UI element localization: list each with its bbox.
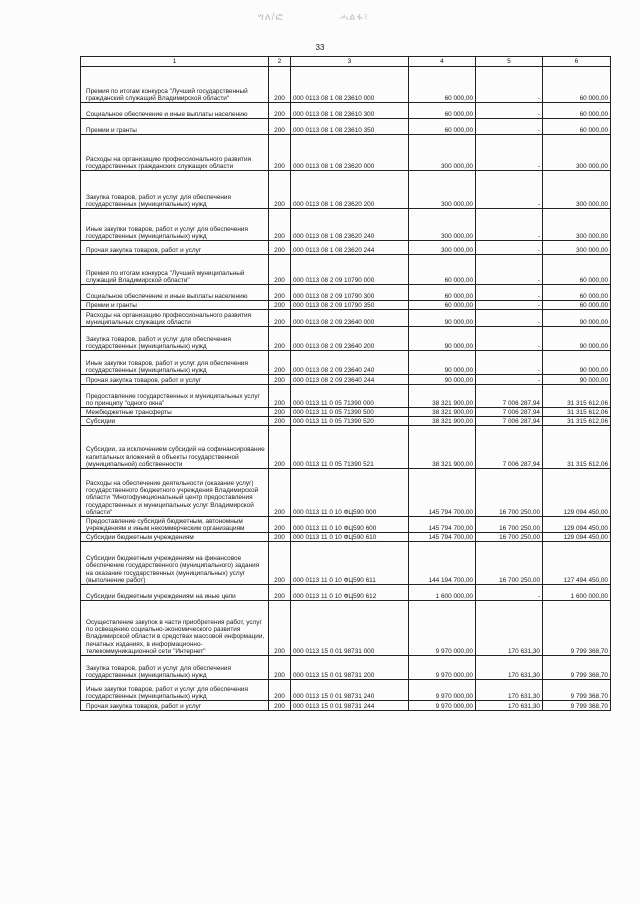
row-kbk-cell: 000 0113 11 0 10 ФЦ590 611 — [291, 542, 409, 585]
row-code-cell: 200 — [269, 171, 291, 209]
row-plan-cell: 9 970 000,00 — [409, 680, 476, 701]
table-row — [81, 601, 611, 656]
row-plan-cell: 38 321 900,00 — [409, 426, 476, 469]
row-kbk-cell: 000 0113 11 0 05 71390 500 — [291, 408, 409, 417]
row-exec-cell: - — [476, 327, 543, 351]
column-header: 1 — [81, 57, 269, 67]
row-plan-cell: 60 000,00 — [409, 301, 476, 310]
row-kbk-cell: 000 0113 11 0 10 ФЦ590 612 — [291, 585, 409, 601]
row-name-text: Премия по итогам конкурса "Лучший муниципальный служащий Владимирской области" — [86, 269, 245, 284]
row-kbk-cell: 000 0113 15 0 01 98731 200 — [291, 656, 409, 680]
row-plan-cell: 60 000,00 — [409, 255, 476, 285]
row-exec-cell: - — [476, 119, 543, 135]
row-exec-cell: 7 006 287,94 — [476, 426, 543, 469]
row-rest-cell: 31 315 612,06 — [543, 417, 611, 426]
row-rest-cell: 9 799 368,70 — [543, 601, 611, 656]
row-name-cell — [81, 209, 269, 241]
row-code-cell: 200 — [269, 680, 291, 701]
row-code-cell: 200 — [269, 301, 291, 310]
row-exec-cell: 170 631,30 — [476, 680, 543, 701]
row-name-text: Расходы на обеспечение деятельности (оказание услуг) государственного бюджетного учреждения Владимирской области "Многофункциональный центр предоставления государственных и муниципальных услуг Владимирской области" — [86, 479, 259, 516]
row-code-cell: 200 — [269, 385, 291, 408]
row-plan-cell: 60 000,00 — [409, 103, 476, 119]
row-kbk-cell: 000 0113 11 0 05 71390 520 — [291, 417, 409, 426]
row-code-cell: 200 — [269, 255, 291, 285]
row-plan-cell: 300 000,00 — [409, 135, 476, 171]
row-name-cell — [81, 103, 269, 119]
row-name-cell — [81, 469, 269, 517]
row-plan-cell: 145 794 700,00 — [409, 517, 476, 533]
row-kbk-cell: 000 0113 08 2 09 23640 244 — [291, 375, 409, 385]
row-exec-cell: 7 006 287,94 — [476, 417, 543, 426]
table-row — [81, 469, 611, 517]
table-row — [81, 408, 611, 417]
row-exec-cell: 16 700 250,00 — [476, 533, 543, 542]
row-plan-cell: 90 000,00 — [409, 310, 476, 327]
row-name-cell — [81, 385, 269, 408]
column-header: 5 — [476, 57, 543, 67]
row-name-text: Межбюджетные трансферты — [86, 408, 172, 416]
row-name-text: Субсидии бюджетным учреждениям — [86, 533, 194, 541]
row-exec-cell: - — [476, 67, 543, 103]
row-exec-cell: 16 700 250,00 — [476, 542, 543, 585]
row-exec-cell: 170 631,30 — [476, 656, 543, 680]
row-rest-cell: 129 094 450,00 — [543, 533, 611, 542]
row-kbk-cell: 000 0113 11 0 05 71390 521 — [291, 426, 409, 469]
row-name-cell — [81, 119, 269, 135]
row-plan-cell: 9 970 000,00 — [409, 701, 476, 711]
row-name-cell — [81, 135, 269, 171]
row-exec-cell: 7 006 287,94 — [476, 385, 543, 408]
row-kbk-cell: 000 0113 11 0 05 71390 000 — [291, 385, 409, 408]
row-code-cell: 200 — [269, 542, 291, 585]
row-rest-cell: 60 000,00 — [543, 119, 611, 135]
row-plan-cell: 90 000,00 — [409, 327, 476, 351]
row-name-cell — [81, 426, 269, 469]
row-name-cell — [81, 408, 269, 417]
row-kbk-cell: 000 0113 08 2 09 10790 000 — [291, 255, 409, 285]
row-code-cell: 200 — [269, 701, 291, 711]
row-plan-cell: 9 970 000,00 — [409, 656, 476, 680]
table-row — [81, 241, 611, 255]
row-name-text: Прочая закупка товаров, работ и услуг — [86, 246, 202, 254]
row-code-cell: 200 — [269, 285, 291, 301]
row-rest-cell: 9 799 368,70 — [543, 701, 611, 711]
row-exec-cell: 16 700 250,00 — [476, 517, 543, 533]
row-kbk-cell: 000 0113 08 2 09 23640 240 — [291, 351, 409, 375]
row-kbk-cell: 000 0113 08 1 08 23620 000 — [291, 135, 409, 171]
row-name-text: Иные закупки товаров, работ и услуг для обеспечения государственных (муниципальных) нужд — [86, 359, 248, 374]
row-name-cell — [81, 327, 269, 351]
row-rest-cell: 60 000,00 — [543, 103, 611, 119]
row-name-text: Закупка товаров, работ и услуг для обеспечения государственных (муниципальных) нужд — [86, 193, 231, 208]
row-plan-cell: 38 321 900,00 — [409, 385, 476, 408]
row-plan-cell: 90 000,00 — [409, 375, 476, 385]
row-rest-cell: 60 000,00 — [543, 255, 611, 285]
row-kbk-cell: 000 0113 08 2 09 10790 300 — [291, 285, 409, 301]
table-row — [81, 103, 611, 119]
row-code-cell: 200 — [269, 375, 291, 385]
row-code-cell: 200 — [269, 327, 291, 351]
page-number: 33 — [315, 43, 325, 52]
row-kbk-cell: 000 0113 15 0 01 98731 244 — [291, 701, 409, 711]
row-kbk-cell: 000 0113 08 1 08 23620 200 — [291, 171, 409, 209]
row-name-text: Субсидии бюджетным учреждениям на финансовое обеспечение государственного (муниципального) задания на оказание государственных (муниципальных) услуг (выполнение работ) — [86, 555, 260, 584]
table-header-row — [81, 57, 611, 67]
row-code-cell: 200 — [269, 469, 291, 517]
row-code-cell: 200 — [269, 67, 291, 103]
row-exec-cell: 170 631,30 — [476, 701, 543, 711]
row-name-cell — [81, 171, 269, 209]
row-kbk-cell: 000 0113 08 1 08 23620 240 — [291, 209, 409, 241]
row-exec-cell: 170 631,30 — [476, 601, 543, 656]
row-exec-cell: - — [476, 375, 543, 385]
row-exec-cell: - — [476, 255, 543, 285]
row-exec-cell: - — [476, 171, 543, 209]
row-name-text: Субсидии бюджетным учреждениям на иные цели — [86, 592, 236, 600]
row-plan-cell: 300 000,00 — [409, 241, 476, 255]
row-code-cell: 200 — [269, 408, 291, 417]
row-plan-cell: 144 194 700,00 — [409, 542, 476, 585]
row-rest-cell: 60 000,00 — [543, 301, 611, 310]
row-kbk-cell: 000 0113 08 2 09 23640 000 — [291, 310, 409, 327]
row-rest-cell: 300 000,00 — [543, 241, 611, 255]
row-name-cell — [81, 542, 269, 585]
budget-table — [80, 56, 611, 711]
row-exec-cell: - — [476, 241, 543, 255]
table-row — [81, 375, 611, 385]
row-exec-cell: - — [476, 351, 543, 375]
row-name-text: Осуществление закупок в части приобретения работ, услуг по освещению социально-экономического развития Владимирской области в средствах массовой информации, печатных изданиях, в информационно-телекоммуникационной сети "Интернет" — [86, 618, 265, 655]
row-rest-cell: 90 000,00 — [543, 375, 611, 385]
row-code-cell: 200 — [269, 119, 291, 135]
row-exec-cell: - — [476, 285, 543, 301]
row-rest-cell: 31 315 612,06 — [543, 408, 611, 417]
row-name-cell — [81, 656, 269, 680]
row-plan-cell: 60 000,00 — [409, 119, 476, 135]
table-row — [81, 285, 611, 301]
row-rest-cell: 31 315 612,06 — [543, 385, 611, 408]
row-exec-cell: 7 006 287,94 — [476, 408, 543, 417]
table-row — [81, 301, 611, 310]
column-header: 2 — [269, 57, 291, 67]
row-name-text: Расходы на организацию профессионального развития государственных гражданских служащих области — [86, 155, 252, 170]
row-plan-cell: 1 600 000,00 — [409, 585, 476, 601]
row-plan-cell: 300 000,00 — [409, 209, 476, 241]
row-rest-cell: 129 094 450,00 — [543, 469, 611, 517]
row-code-cell: 200 — [269, 601, 291, 656]
row-kbk-cell: 000 0113 11 0 10 ФЦ590 000 — [291, 469, 409, 517]
table-row — [81, 680, 611, 701]
row-code-cell: 200 — [269, 517, 291, 533]
table-row — [81, 310, 611, 327]
row-kbk-cell: 000 0113 08 2 09 23640 200 — [291, 327, 409, 351]
table-row — [81, 119, 611, 135]
row-name-text: Предоставление государственных и муниципальных услуг по принципу "одного окна" — [86, 392, 260, 407]
row-name-text: Социальное обеспечение и иные выплаты населению — [86, 292, 248, 300]
row-name-cell — [81, 241, 269, 255]
row-kbk-cell: 000 0113 11 0 10 ФЦ590 610 — [291, 533, 409, 542]
row-name-cell — [81, 285, 269, 301]
row-exec-cell: - — [476, 301, 543, 310]
row-plan-cell: 38 321 900,00 — [409, 417, 476, 426]
row-name-text: Прочая закупка товаров, работ и услуг — [86, 702, 202, 710]
row-name-text: Закупка товаров, работ и услуг для обеспечения государственных (муниципальных) нужд — [86, 335, 231, 350]
table-row — [81, 255, 611, 285]
row-name-cell — [81, 601, 269, 656]
column-header: 6 — [543, 57, 611, 67]
row-plan-cell: 145 794 700,00 — [409, 533, 476, 542]
row-plan-cell: 300 000,00 — [409, 171, 476, 209]
row-plan-cell: 60 000,00 — [409, 67, 476, 103]
column-header: 4 — [409, 57, 476, 67]
scribble-mark: ሓልፋ፣ — [340, 12, 369, 23]
row-rest-cell: 129 094 450,00 — [543, 517, 611, 533]
scribble-mark: ግለ/ፎ — [258, 12, 284, 23]
row-kbk-cell: 000 0113 08 1 08 23610 350 — [291, 119, 409, 135]
row-name-cell — [81, 417, 269, 426]
row-rest-cell: 60 000,00 — [543, 67, 611, 103]
row-name-text: Социальное обеспечение и иные выплаты населению — [86, 110, 248, 118]
row-rest-cell: 300 000,00 — [543, 135, 611, 171]
row-kbk-cell: 000 0113 08 2 09 10790 350 — [291, 301, 409, 310]
row-code-cell: 200 — [269, 656, 291, 680]
row-kbk-cell: 000 0113 08 1 08 23620 244 — [291, 241, 409, 255]
row-name-cell — [81, 701, 269, 711]
row-code-cell: 200 — [269, 103, 291, 119]
row-code-cell: 200 — [269, 585, 291, 601]
row-rest-cell: 9 799 368,70 — [543, 680, 611, 701]
row-kbk-cell: 000 0113 08 1 08 23610 300 — [291, 103, 409, 119]
row-name-cell — [81, 67, 269, 103]
row-exec-cell: - — [476, 310, 543, 327]
row-rest-cell: 31 315 612,06 — [543, 426, 611, 469]
row-name-text: Предоставление субсидий бюджетным, автономным учреждениям и иным некоммерческим организациям — [86, 517, 245, 532]
row-rest-cell: 90 000,00 — [543, 351, 611, 375]
row-rest-cell: 127 494 450,00 — [543, 542, 611, 585]
row-plan-cell: 38 321 900,00 — [409, 408, 476, 417]
row-kbk-cell: 000 0113 15 0 01 98731 000 — [291, 601, 409, 656]
table-row — [81, 385, 611, 408]
row-name-cell — [81, 517, 269, 533]
table-row — [81, 67, 611, 103]
table-row — [81, 135, 611, 171]
table-row — [81, 585, 611, 601]
row-exec-cell: - — [476, 135, 543, 171]
table-row — [81, 327, 611, 351]
table-row — [81, 517, 611, 533]
table-row — [81, 426, 611, 469]
column-header: 3 — [291, 57, 409, 67]
row-code-cell: 200 — [269, 135, 291, 171]
row-plan-cell: 60 000,00 — [409, 285, 476, 301]
row-name-text: Иные закупки товаров, работ и услуг для обеспечения государственных (муниципальных) нужд — [86, 685, 248, 700]
row-rest-cell: 90 000,00 — [543, 327, 611, 351]
table-row — [81, 656, 611, 680]
row-plan-cell: 90 000,00 — [409, 351, 476, 375]
row-rest-cell: 90 000,00 — [543, 310, 611, 327]
row-rest-cell: 1 600 000,00 — [543, 585, 611, 601]
row-name-cell — [81, 255, 269, 285]
row-name-cell — [81, 310, 269, 327]
row-rest-cell: 300 000,00 — [543, 171, 611, 209]
row-kbk-cell: 000 0113 11 0 10 ФЦ590 600 — [291, 517, 409, 533]
table-row — [81, 701, 611, 711]
row-rest-cell: 60 000,00 — [543, 285, 611, 301]
row-code-cell: 200 — [269, 209, 291, 241]
table-row — [81, 351, 611, 375]
row-name-cell — [81, 301, 269, 310]
table-row — [81, 209, 611, 241]
row-name-text: Премия по итогам конкурса "Лучший государственный гражданский служащий Владимирской области" — [86, 87, 248, 102]
row-exec-cell: - — [476, 209, 543, 241]
row-code-cell: 200 — [269, 241, 291, 255]
row-code-cell: 200 — [269, 351, 291, 375]
row-code-cell: 200 — [269, 533, 291, 542]
row-plan-cell: 9 970 000,00 — [409, 601, 476, 656]
row-plan-cell: 145 794 700,00 — [409, 469, 476, 517]
table-row — [81, 417, 611, 426]
row-kbk-cell: 000 0113 15 0 01 98731 240 — [291, 680, 409, 701]
row-rest-cell: 300 000,00 — [543, 209, 611, 241]
row-name-cell — [81, 375, 269, 385]
row-code-cell: 200 — [269, 310, 291, 327]
table-row — [81, 171, 611, 209]
row-code-cell: 200 — [269, 426, 291, 469]
row-name-cell — [81, 533, 269, 542]
row-name-text: Премии и гранты — [86, 126, 137, 134]
row-exec-cell: - — [476, 585, 543, 601]
row-kbk-cell: 000 0113 08 1 08 23610 000 — [291, 67, 409, 103]
row-rest-cell: 9 799 368,70 — [543, 656, 611, 680]
table-row — [81, 542, 611, 585]
row-name-text: Премии и гранты — [86, 301, 137, 309]
row-name-text: Расходы на организацию профессионального развития муниципальных служащих области — [86, 311, 252, 326]
row-name-text: Закупка товаров, работ и услуг для обеспечения государственных (муниципальных) нужд — [86, 664, 231, 679]
row-code-cell: 200 — [269, 417, 291, 426]
row-name-text: Прочая закупка товаров, работ и услуг — [86, 376, 202, 384]
row-name-text: Иные закупки товаров, работ и услуг для обеспечения государственных (муниципальных) нужд — [86, 225, 248, 240]
row-exec-cell: - — [476, 103, 543, 119]
row-name-cell — [81, 585, 269, 601]
row-name-text: Субсидии, за исключением субсидий на софинансирование капитальных вложений в объекты государственной (муниципальной) собственности — [86, 446, 265, 468]
row-exec-cell: 16 700 250,00 — [476, 469, 543, 517]
row-name-cell — [81, 680, 269, 701]
row-name-cell — [81, 351, 269, 375]
row-name-text: Субсидии — [86, 417, 116, 425]
table-row — [81, 533, 611, 542]
